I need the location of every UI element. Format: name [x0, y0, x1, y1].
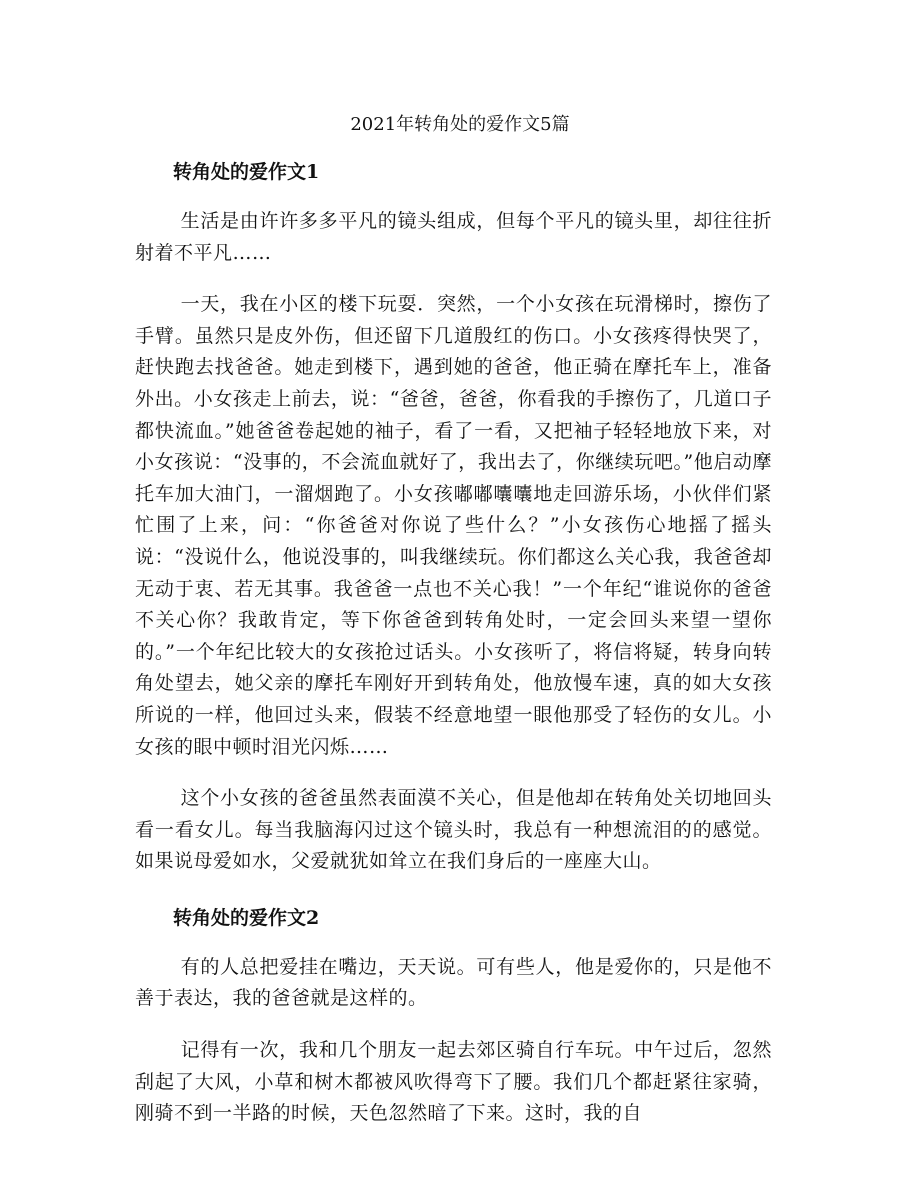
paragraph: 这个小女孩的爸爸虽然表面漠不关心，但是他却在转角处关切地回头看一看女儿。每当我脑海闪过这个镜头时，我总有一种想流泪的的感觉。如果说母爱如水，父爱就犹如耸立在我们身后的一座座大山。 [135, 787, 772, 873]
paragraph: 记得有一次，我和几个朋友一起去郊区骑自行车玩。中午过后，忽然刮起了大风，小草和树木都被风吹得弯下了腰。我们几个都赶紧往家骑，刚骑不到一半路的时候，天色忽然暗了下来。这时，我的自 [135, 1039, 772, 1125]
document-title: 2021年转角处的爱作文5篇 [350, 114, 570, 135]
section-1 [135, 156, 772, 878]
document-body [135, 156, 772, 1130]
paragraph: 一天，我在小区的楼下玩耍．突然，一个小女孩在玩滑梯时，擦伤了手臂。虽然只是皮外伤，但还留下几道殷红的伤口。小女孩疼得快哭了，赶快跑去找爸爸。她走到楼下，遇到她的爸爸，他正骑在摩托车上，准备外出。小女孩走上前去，说：“爸爸，爸爸，你看我的手擦伤了，几道口子都快流血。”她爸爸卷起她的袖子，看了一看，又把袖子轻轻地放下来，对小女孩说：“没事的，不会流血就好了，我出去了，你继续玩吧。”他启动摩托车加大油门，一溜烟跑了。小女孩嘟嘟囔囔地走回游乐场，小伙伴们紧忙围了上来，问：“你爸爸对你说了些什么？”小女孩伤心地摇了摇头说：“没说什么，他说没事的，叫我继续玩。你们都这么关心我，我爸爸却无动于衷、若无其事。我爸爸一点也不关心我！”一个年纪“谁说你的爸爸不关心你？我敢肯定，等下你爸爸到转角处时，一定会回头来望一望你的。”一个年纪比较大的女孩抢过话头。小女孩听了，将信将疑，转身向转角处望去，她父亲的摩托车刚好开到转角处，他放慢车速，真的如大女孩所说的一样，他回过头来，假装不经意地望一眼他那受了轻伤的女儿。小女孩的眼中顿时泪光闪烁…… [135, 293, 772, 758]
section-heading: 转角处的爱作文1 [173, 161, 320, 183]
section-2 [135, 902, 772, 1130]
paragraph: 生活是由许许多多平凡的镜头组成，但每个平凡的镜头里，却往往折射着不平凡…… [135, 210, 772, 264]
section-heading: 转角处的爱作文2 [173, 906, 320, 929]
paragraph: 有的人总把爱挂在嘴边，天天说。可有些人，他是爱你的，只是他不善于表达，我的爸爸就是这样的。 [135, 955, 772, 1010]
